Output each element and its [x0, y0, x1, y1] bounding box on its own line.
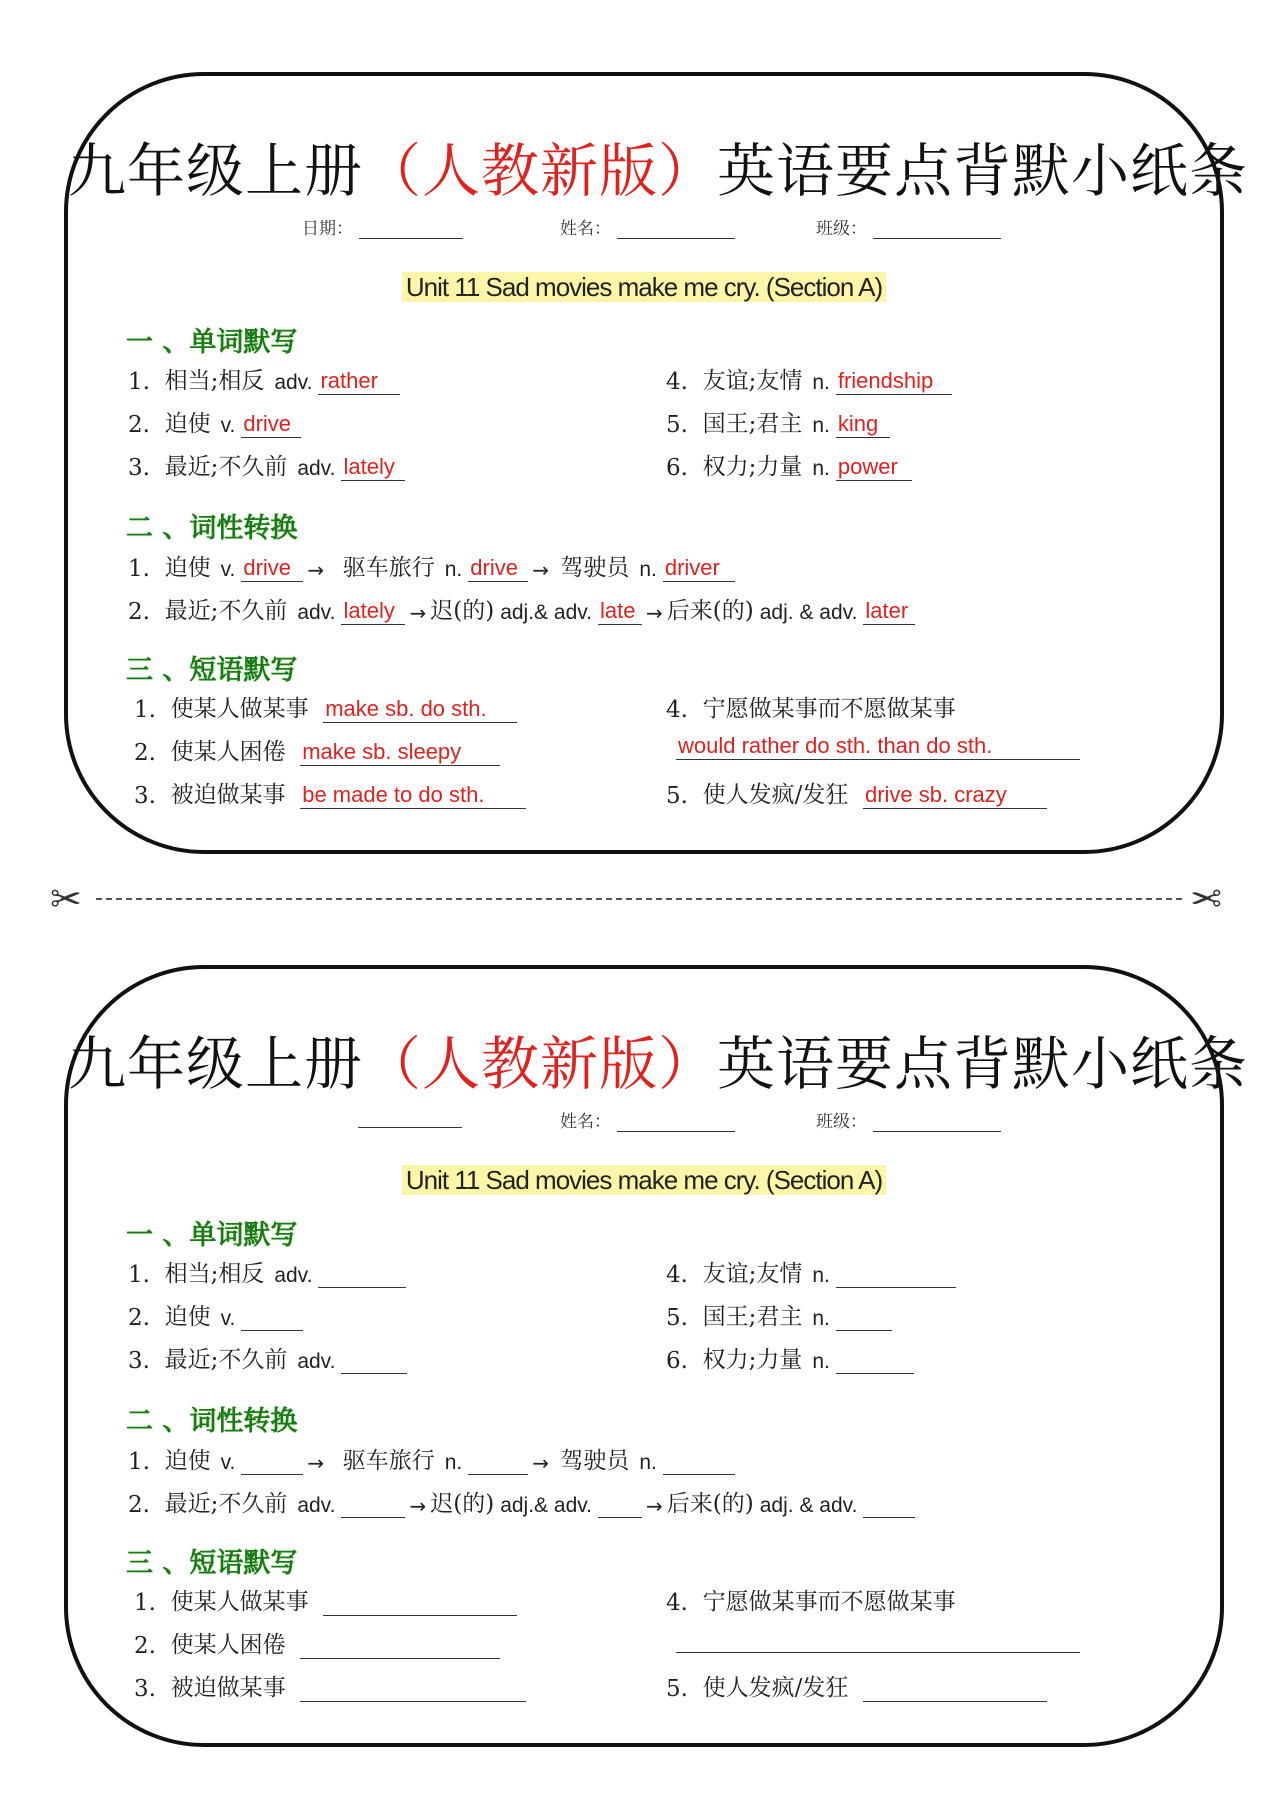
vocab-item: 6. 权力;力量 n. power: [666, 448, 912, 481]
answer-blank[interactable]: lately: [341, 454, 405, 481]
answer-blank[interactable]: power: [836, 454, 912, 481]
phrase-item: 5. 使人发疯/发狂: [666, 1669, 1047, 1702]
answer-blank[interactable]: be made to do sth.: [300, 782, 526, 809]
answer-blank[interactable]: [300, 1632, 500, 1659]
vocab-item: 1. 相当;相反 adv.: [128, 1255, 406, 1288]
answer-blank[interactable]: king: [836, 411, 890, 438]
section-phrase-heading: 三 、短语默写: [126, 655, 298, 686]
answer-blank[interactable]: later: [863, 598, 915, 625]
card-title: 九年级上册（人教新版）英语要点背默小纸条: [68, 137, 1249, 205]
scissors-icon: ✂: [1190, 877, 1222, 921]
answer-blank[interactable]: [318, 1261, 406, 1288]
answer-blank[interactable]: make sb. do sth.: [323, 696, 517, 723]
answer-blank[interactable]: [241, 1304, 303, 1331]
class-field[interactable]: 班级：: [816, 214, 1001, 239]
answer-card: [64, 72, 1249, 854]
conversion-line: 1. 迫使 v. drive → 驱车旅行 n. drive → 驾驶员 n. driver: [128, 549, 735, 582]
answer-blank[interactable]: drive: [241, 555, 303, 582]
date-field[interactable]: 日期：: [302, 214, 463, 239]
answer-blank[interactable]: drive: [468, 555, 528, 582]
answer-blank[interactable]: rather: [318, 368, 400, 395]
cut-line: [96, 898, 1182, 900]
phrase-item: 4. 宁愿做某事而不愿做某事: [666, 696, 956, 723]
vocab-item: 4. 友谊;友情 n. friendship: [666, 362, 952, 395]
section-vocab-heading: 一 、单词默写: [126, 1220, 298, 1251]
card-title: 九年级上册（人教新版）英语要点背默小纸条: [68, 1030, 1249, 1098]
vocab-item: 5. 国王;君主 n. king: [666, 405, 890, 438]
phrase-item: 3. 被迫做某事: [134, 1669, 526, 1702]
answer-blank[interactable]: [863, 1675, 1047, 1702]
class-field[interactable]: 班级：: [816, 1107, 1001, 1132]
phrase-item: 1. 使某人做某事 make sb. do sth.: [134, 690, 517, 723]
vocab-item: 3. 最近;不久前 adv.: [128, 1341, 407, 1374]
answer-blank[interactable]: drive sb. crazy: [863, 782, 1047, 809]
vocab-item: 1. 相当;相反 adv. rather: [128, 362, 400, 395]
answer-blank[interactable]: make sb. sleepy: [300, 739, 500, 766]
section-conversion-heading: 二 、词性转换: [126, 1406, 298, 1437]
answer-blank[interactable]: [323, 1589, 517, 1616]
unit-heading: Unit 11 Sad movies make me cry. (Section A): [68, 272, 1220, 303]
name-field[interactable]: 姓名：: [560, 214, 735, 239]
answer-blank[interactable]: [300, 1675, 526, 1702]
answer-blank[interactable]: friendship: [836, 368, 952, 395]
answer-blank[interactable]: [341, 1347, 407, 1374]
conversion-line: 1. 迫使 v. → 驱车旅行 n. → 驾驶员 n.: [128, 1442, 735, 1475]
answer-blank[interactable]: [598, 1491, 642, 1518]
phrase-item: 4. 宁愿做某事而不愿做某事: [666, 1589, 956, 1616]
vocab-item: 3. 最近;不久前 adv. lately: [128, 448, 405, 481]
conversion-line: 2. 最近;不久前 adv. lately → 迟(的) adj.& adv. late → 后来(的) adj. & adv. later: [128, 592, 915, 625]
answer-blank[interactable]: [663, 1448, 735, 1475]
phrase-item: 1. 使某人做某事: [134, 1583, 517, 1616]
conversion-line: 2. 最近;不久前 adv. → 迟(的) adj.& adv. → 后来(的) adj. & adv.: [128, 1485, 915, 1518]
phrase-item: 5. 使人发疯/发狂 drive sb. crazy: [666, 776, 1047, 809]
section-phrase-heading: 三 、短语默写: [126, 1548, 298, 1579]
answer-blank[interactable]: [676, 1626, 1080, 1653]
name-field[interactable]: 姓名：: [560, 1107, 735, 1132]
answer-blank[interactable]: [863, 1491, 915, 1518]
answer-blank[interactable]: [241, 1448, 303, 1475]
answer-blank[interactable]: would rather do sth. than do sth.: [676, 733, 1080, 760]
scissors-icon: ✂: [50, 877, 82, 921]
unit-heading: Unit 11 Sad movies make me cry. (Section A): [68, 1165, 1220, 1196]
title-edition: （人教新版）: [363, 1030, 718, 1098]
phrase-item: 3. 被迫做某事 be made to do sth.: [134, 776, 526, 809]
answer-blank[interactable]: drive: [241, 411, 301, 438]
date-field[interactable]: [358, 1107, 462, 1128]
answer-blank[interactable]: late: [598, 598, 642, 625]
answer-blank[interactable]: [836, 1347, 914, 1374]
answer-blank[interactable]: [836, 1304, 892, 1331]
section-conversion-heading: 二 、词性转换: [126, 513, 298, 544]
phrase-answer-line: [676, 1626, 1080, 1653]
vocab-item: 5. 国王;君主 n.: [666, 1298, 892, 1331]
phrase-item: 2. 使某人困倦 make sb. sleepy: [134, 733, 500, 766]
phrase-item: 2. 使某人困倦: [134, 1626, 500, 1659]
answer-blank[interactable]: lately: [341, 598, 405, 625]
answer-blank[interactable]: [836, 1261, 956, 1288]
phrase-answer-line: [676, 733, 1080, 760]
vocab-item: 4. 友谊;友情 n.: [666, 1255, 956, 1288]
vocab-item: 2. 迫使 v.: [128, 1298, 303, 1331]
vocab-item: 6. 权力;力量 n.: [666, 1341, 914, 1374]
section-vocab-heading: 一 、单词默写: [126, 327, 298, 358]
blank-card: [64, 965, 1249, 1747]
vocab-item: 2. 迫使 v. drive: [128, 405, 301, 438]
title-edition: （人教新版）: [363, 137, 718, 205]
answer-blank[interactable]: [341, 1491, 405, 1518]
answer-blank[interactable]: driver: [663, 555, 735, 582]
answer-blank[interactable]: [468, 1448, 528, 1475]
